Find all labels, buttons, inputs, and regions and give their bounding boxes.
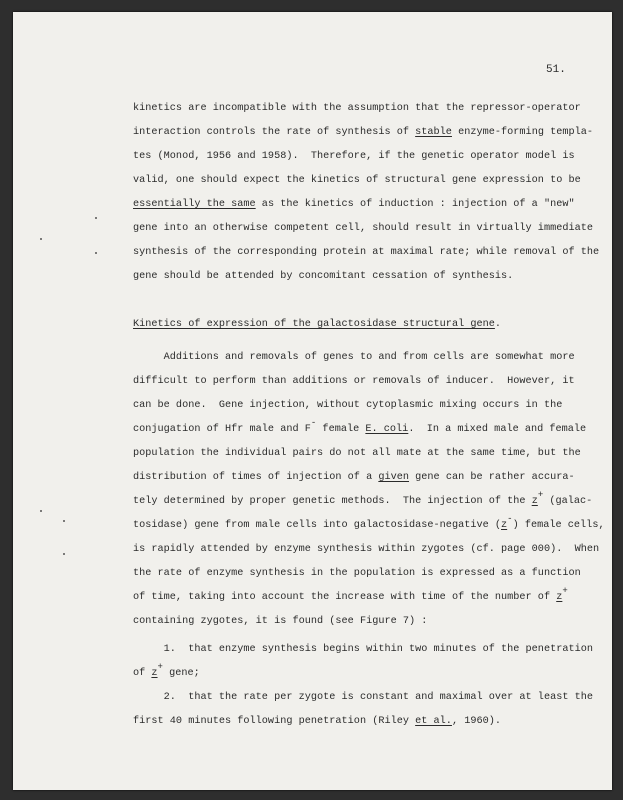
- text-segment: of time, taking into account the increase with time of the number of: [133, 592, 557, 603]
- underlined-text: given: [378, 472, 410, 483]
- text-segment: gene;: [162, 668, 200, 679]
- margin-speck: [95, 252, 97, 254]
- text-segment: conjugation of Hfr male and F: [133, 424, 311, 435]
- margin-speck: [95, 217, 97, 219]
- superscript: +: [537, 490, 544, 500]
- text-segment: tes (Monod, 1956 and 1958). Therefore, if the genetic operator model is: [133, 151, 575, 162]
- text-segment: 1. that enzyme synthesis begins within two minutes of the penetration: [133, 644, 594, 655]
- superscript: +: [157, 662, 163, 672]
- text-segment: 2. that the rate per zygote is constant and maximal over at least the: [133, 692, 594, 703]
- margin-speck: [63, 520, 65, 522]
- text-segment: gene should be attended by concomitant cessation of synthesis.: [133, 271, 514, 282]
- text-line: [133, 103, 581, 114]
- text-line: [133, 223, 593, 234]
- text-line: [133, 644, 593, 655]
- superscript: +: [562, 586, 568, 596]
- underlined-text: Kinetics of expression of the galactosidase structural gene: [133, 319, 495, 330]
- text-line: [133, 586, 568, 603]
- margin-speck: [40, 238, 42, 240]
- text-segment: population the individual pairs do not all mate at the same time, but the: [133, 448, 581, 459]
- text-segment: , 1960).: [451, 716, 502, 727]
- text-segment: the rate of enzyme synthesis in the population is expressed as a function: [133, 568, 581, 579]
- text-line: [133, 151, 575, 162]
- text-segment: Additions and removals of genes to and from cells are somewhat more: [133, 352, 575, 363]
- text-segment: ) female cells,: [512, 520, 605, 531]
- text-line: [133, 271, 513, 282]
- text-line: [133, 490, 593, 507]
- text-segment: containing zygotes, it is found (see Figure 7) :: [133, 616, 428, 627]
- text-line: [133, 376, 575, 387]
- text-segment: is rapidly attended by enzyme synthesis within zygotes (cf. page 000). When: [133, 544, 600, 555]
- underlined-text: z: [151, 668, 158, 679]
- text-segment: valid, one should expect the kinetics of structural gene expression to be: [133, 175, 581, 186]
- text-segment: (galac-: [543, 496, 593, 507]
- text-line: [133, 472, 575, 483]
- text-line: [133, 692, 593, 703]
- text-segment: as the kinetics of induction : injection of a "new": [255, 199, 575, 210]
- text-segment: tely determined by proper genetic methods. The injection of the: [133, 496, 532, 507]
- text-line: [133, 418, 587, 435]
- text-segment: difficult to perform than additions or removals of inducer. However, it: [133, 376, 575, 387]
- text-segment: kinetics are incompatible with the assumption that the repressor-operator: [133, 103, 581, 114]
- underlined-text: z: [556, 592, 563, 603]
- text-segment: tosidase) gene from male cells into galactosidase-negative (: [133, 520, 502, 531]
- underlined-text: E. coli: [365, 424, 409, 435]
- underlined-text: stable: [415, 127, 452, 138]
- underlined-text: et al.: [415, 716, 452, 727]
- text-segment: distribution of times of injection of a: [133, 472, 379, 483]
- text-line: [133, 352, 575, 363]
- text-segment: .: [494, 319, 502, 330]
- superscript: -: [507, 514, 513, 524]
- text-line: [133, 199, 575, 210]
- text-segment: first 40 minutes following penetration (Riley: [133, 716, 416, 727]
- text-segment: enzyme-forming templa-: [451, 127, 594, 138]
- underlined-text: essentially the same: [133, 199, 256, 210]
- section-heading: [133, 319, 501, 330]
- text-line: [133, 568, 581, 579]
- text-segment: synthesis of the corresponding protein at maximal rate; while removal of the: [133, 247, 600, 258]
- underlined-text: z: [501, 520, 508, 531]
- document-page: [13, 12, 612, 790]
- text-line: [133, 716, 501, 727]
- margin-speck: [40, 510, 42, 512]
- text-line: [133, 127, 593, 138]
- text-segment: female: [316, 424, 366, 435]
- page-number: 51.: [546, 64, 566, 76]
- text-line: [133, 662, 200, 679]
- superscript: -: [310, 418, 317, 428]
- text-line: [133, 514, 605, 531]
- text-segment: gene into an otherwise competent cell, should result in virtually immediate: [133, 223, 594, 234]
- text-line: [133, 448, 581, 459]
- text-line: [133, 400, 562, 411]
- text-line: [133, 175, 581, 186]
- text-segment: of: [133, 668, 152, 679]
- text-line: [133, 247, 599, 258]
- text-segment: can be done. Gene injection, without cytoplasmic mixing occurs in the: [133, 400, 563, 411]
- text-line: [133, 544, 599, 555]
- text-segment: . In a mixed male and female: [408, 424, 587, 435]
- underlined-text: z: [531, 496, 538, 507]
- margin-speck: [63, 553, 65, 555]
- text-segment: interaction controls the rate of synthesis of: [133, 127, 416, 138]
- text-line: [133, 616, 427, 627]
- text-segment: gene can be rather accura-: [409, 472, 575, 483]
